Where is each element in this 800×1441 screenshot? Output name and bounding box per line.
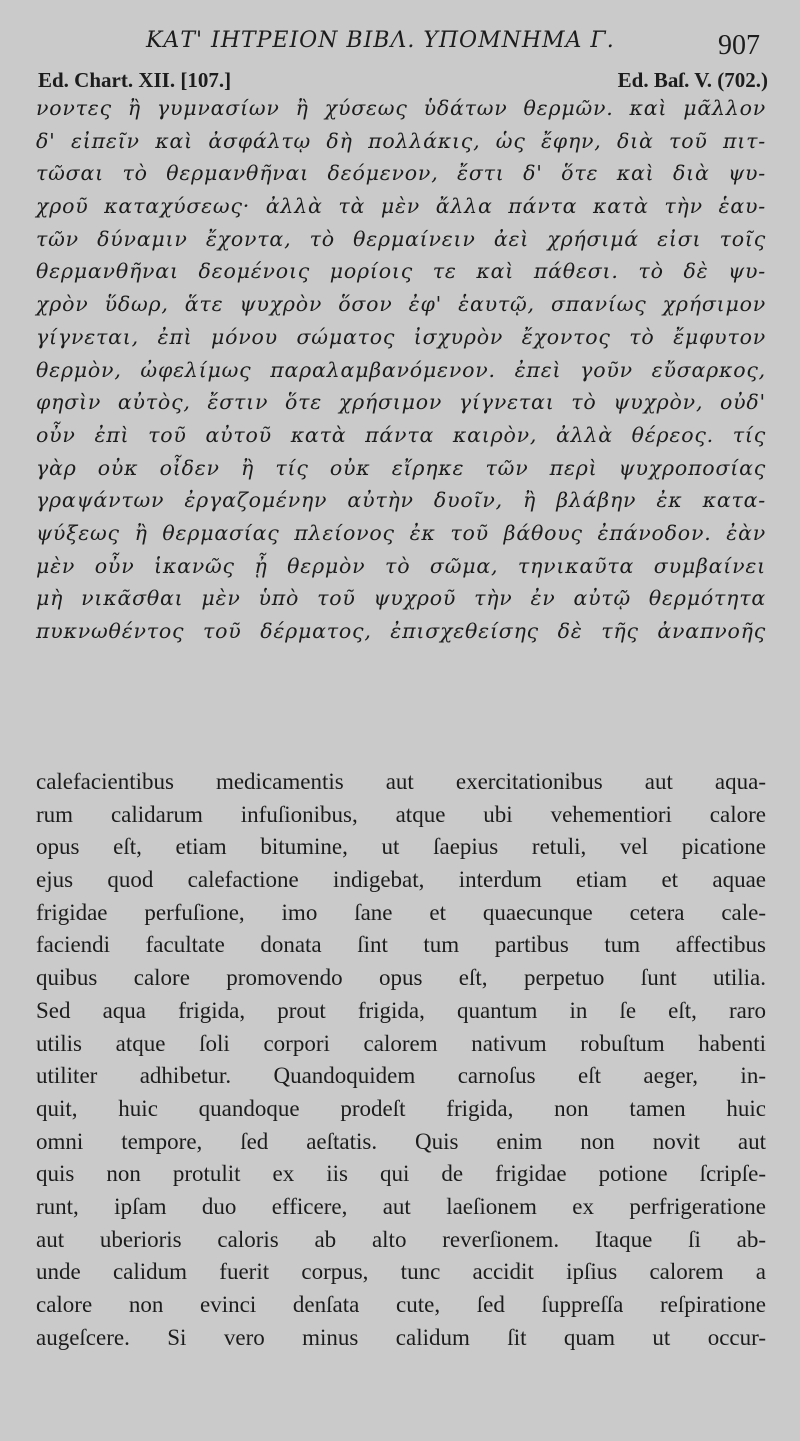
- latin-line: calefacientibus medicamentis aut exercitationibus aut aqua-: [36, 769, 766, 794]
- latin-line: utiliter adhibetur. Quandoquidem carnoſus eſt aeger, in-: [36, 1063, 766, 1089]
- latin-line: rum calidarum infuſionibus, atque ubi vehementiori calore: [36, 801, 766, 827]
- latin-line: runt, ipſam duo efficere, aut laeſionem ex perfrigeratione: [36, 1193, 766, 1219]
- greek-line: χροῦ καταχύσεως· ἀλλὰ τὰ μὲν ἄλλα πάντα κατὰ τὴν ἑαυ-: [36, 194, 766, 219]
- latin-line: omni tempore, ſed aeſtatis. Quis enim non novit aut: [36, 1128, 766, 1154]
- latin-line: quit, huic quandoque prodeſt frigida, non tamen huic: [36, 1095, 766, 1121]
- greek-line: γραψάντων ἐργαζομένην αὐτὴν δυοῖν, ἢ βλάβην ἐκ κατα-: [36, 488, 766, 513]
- latin-text-block: [36, 766, 766, 1354]
- greek-line: γὰρ οὐκ οἶδεν ἢ τίς οὐκ εἴρηκε τῶν περὶ ψυχροποσίας: [36, 455, 766, 480]
- greek-line: θερμανθῆναι δεομένοις μορίοις τε καὶ πάθεσι. τὸ δὲ ψυ-: [36, 259, 766, 284]
- greek-line: πυκνωθέντος τοῦ δέρματος, ἐπισχεθείσης δὲ τῆς ἀναπνοῆς: [36, 619, 766, 643]
- page-number: 907: [718, 30, 760, 61]
- latin-line: calore non evinci denſata cute, ſed ſuppreſſa reſpiratione: [36, 1292, 766, 1317]
- edition-reference-line: [38, 68, 768, 94]
- greek-line: φησὶν αὐτὸς, ἔστιν ὅτε χρήσιμον γίγνεται τὸ ψυχρὸν, οὐδ': [36, 390, 766, 415]
- greek-line: οὖν ἐπὶ τοῦ αὐτοῦ κατὰ πάντα καιρὸν, ἀλλὰ θέρεος. τίς: [36, 422, 766, 447]
- latin-line: quis non protulit ex iis qui de frigidae potione ſcripſe-: [36, 1161, 766, 1187]
- latin-line: augeſcere. Si vero minus calidum ſit quam ut occur-: [36, 1324, 766, 1350]
- greek-line: θερμὸν, ὠφελίμως παραλαμβανόμενον. ἐπεὶ γοῦν εὔσαρκος,: [36, 357, 766, 382]
- greek-line: γίγνεται, ἐπὶ μόνου σώματος ἰσχυρὸν ἔχοντος τὸ ἔμφυτον: [36, 324, 766, 349]
- latin-line: opus eſt, etiam bitumine, ut ſaepius retuli, vel picatione: [36, 834, 766, 860]
- greek-line: χρὸν ὕδωρ, ἅτε ψυχρὸν ὅσον ἐφ' ἑαυτῷ, σπανίως χρήσιμον: [36, 292, 766, 317]
- edition-basel-reference: Ed. Baſ. V. (702.): [617, 68, 768, 92]
- greek-line: μὲν οὖν ἱκανῶς ᾖ θερμὸν τὸ σῶμα, τηνικαῦτα συμβαίνει: [36, 553, 766, 578]
- latin-line: utilis atque ſoli corpori calorem nativum robuſtum habenti: [36, 1030, 766, 1056]
- greek-line: δ' εἰπεῖν καὶ ἀσφάλτῳ δὴ πολλάκις, ὡς ἔφην, διὰ τοῦ πιτ-: [36, 128, 766, 153]
- greek-line: νοντες ἢ γυμνασίων ἢ χύσεως ὑδάτων θερμῶν. καὶ μᾶλλον: [36, 96, 766, 120]
- greek-line: μὴ νικᾶσθαι μὲν ὑπὸ τοῦ ψυχροῦ τὴν ἐν αὐτῷ θερμότητα: [36, 586, 766, 611]
- latin-line: faciendi facultate donata ſint tum partibus tum affectibus: [36, 932, 766, 958]
- running-head: ΚΑΤ' ΙΗΤΡΕΙΟΝ ΒΙΒΛ. ΥΠΟΜΝΗΜΑ Γ.: [146, 28, 615, 53]
- greek-line: τῶν δύναμιν ἔχοντα, τὸ θερμαίνειν ἀεὶ χρήσιμά εἰσι τοῖς: [36, 226, 766, 251]
- latin-line: ejus quod calefactione indigebat, interdum etiam et aquae: [36, 867, 766, 893]
- edition-chartier-reference: Ed. Chart. XII. [107.]: [38, 68, 232, 92]
- greek-line: τῶσαι τὸ θερμανθῆναι δεόμενον, ἔστι δ' ὅτε καὶ διὰ ψυ-: [36, 161, 766, 186]
- latin-line: quibus calore promovendo opus eſt, perpetuo ſunt utilia.: [36, 965, 766, 991]
- greek-text-block: [36, 92, 766, 648]
- latin-line: Sed aqua frigida, prout frigida, quantum in ſe eſt, raro: [36, 997, 766, 1023]
- latin-line: unde calidum fuerit corpus, tunc accidit ipſius calorem a: [36, 1259, 766, 1285]
- latin-line: aut uberioris caloris ab alto reverſionem. Itaque ſi ab-: [36, 1226, 766, 1252]
- greek-line: ψύξεως ἢ θερμασίας πλείονος ἐκ τοῦ βάθους ἐπάνοδον. ἐὰν: [36, 520, 766, 545]
- latin-line: frigidae perfuſione, imo ſane et quaecunque cetera cale-: [36, 899, 766, 925]
